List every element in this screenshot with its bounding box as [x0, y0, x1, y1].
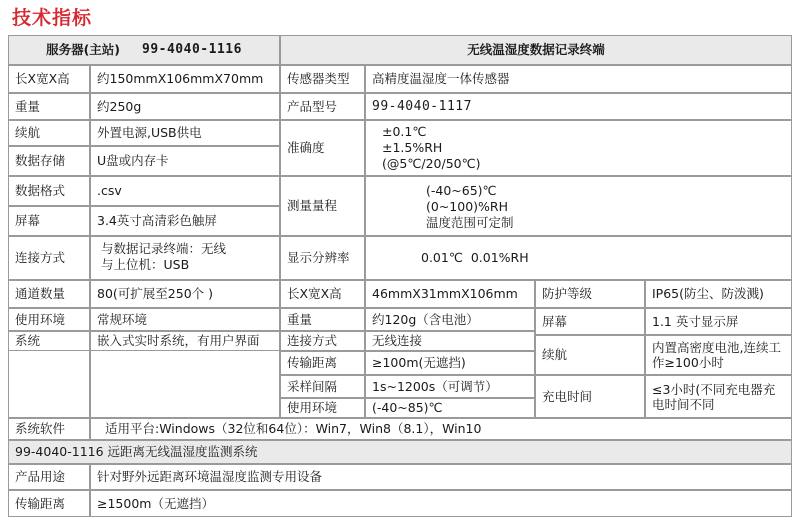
- spec-value: 约250g: [90, 93, 280, 120]
- spec-label: 屏幕: [535, 308, 645, 335]
- spec-value-line: (-40~65)℃: [426, 183, 497, 198]
- spec-label: 续航: [535, 335, 645, 375]
- spec-value: ≥100m(无遮挡): [365, 351, 535, 375]
- spec-label: 充电时间: [535, 375, 645, 418]
- server-header-label: 服务器(主站): [46, 42, 120, 57]
- spec-value-line: ±0.1℃: [382, 124, 427, 139]
- spec-value: 1s~1200s（可调节）: [365, 375, 535, 398]
- spec-value: 99-4040-1117: [365, 93, 792, 120]
- spec-label: 屏幕: [8, 206, 90, 236]
- spec-label: 传输距离: [280, 351, 365, 375]
- spec-label: 通道数量: [8, 280, 90, 308]
- spec-label: 系统软件: [8, 418, 90, 440]
- spec-label: 系统: [8, 331, 90, 351]
- blank-cell: [90, 351, 280, 418]
- spec-value: 适用平台:Windows（32位和64位）：Win7，Win8（8.1），Win10: [90, 418, 792, 440]
- spec-label: 准确度: [280, 120, 365, 176]
- spec-label: 连接方式: [280, 331, 365, 351]
- page-title: 技术指标: [12, 7, 93, 29]
- spec-value: 针对野外远距离环境温湿度监测专用设备: [90, 464, 792, 490]
- spec-value: 外置电源,USB供电: [90, 120, 280, 146]
- server-header-model: 99-4040-1116: [142, 42, 242, 57]
- spec-label: 传输距离: [8, 490, 90, 517]
- spec-label: 连接方式: [8, 236, 90, 280]
- spec-label: 长X宽X高: [280, 280, 365, 308]
- spec-label: 使用环境: [8, 308, 90, 331]
- spec-value: [90, 236, 280, 280]
- spec-label: 采样间隔: [280, 375, 365, 398]
- spec-label: 数据格式: [8, 176, 90, 206]
- spec-label: 防护等级: [535, 280, 645, 308]
- spec-value: [365, 120, 792, 176]
- spec-label: 测量量程: [280, 176, 365, 236]
- spec-value: [365, 176, 792, 236]
- spec-value-line: 与数据记录终端：无线: [101, 241, 227, 256]
- spec-label: 数据存储: [8, 146, 90, 176]
- spec-value: .csv: [90, 176, 280, 206]
- spec-value: 约150mmX106mmX70mm: [90, 65, 280, 93]
- spec-value: 46mmX31mmX106mm: [365, 280, 535, 308]
- spec-value-line: 与上位机：USB: [101, 257, 190, 272]
- spec-value-line: 温度范围可定制: [426, 215, 514, 230]
- spec-value: U盘或内存卡: [90, 146, 280, 176]
- spec-value: 3.4英寸高清彩色触屏: [90, 206, 280, 236]
- spec-value-line: ±1.5%RH: [382, 140, 443, 155]
- spec-value-line: (0~100)%RH: [426, 199, 509, 214]
- terminal-header: 无线温湿度数据记录终端: [280, 35, 792, 65]
- spec-value: 80(可扩展至250个 ): [90, 280, 280, 308]
- server-header: [8, 35, 280, 65]
- spec-value: ≤3小时(不同充电器充电时间不同: [645, 375, 792, 418]
- spec-label: 产品用途: [8, 464, 90, 490]
- spec-value: 无线连接: [365, 331, 535, 351]
- spec-label: 重量: [280, 308, 365, 331]
- spec-value: 高精度温湿度一体传感器: [365, 65, 792, 93]
- spec-label: 传感器类型: [280, 65, 365, 93]
- spec-label: 续航: [8, 120, 90, 146]
- spec-value: 约120g（含电池）: [365, 308, 535, 331]
- blank-cell: [8, 351, 90, 418]
- spec-value: 0.01℃ 0.01%RH: [365, 236, 792, 280]
- spec-value: 1.1 英寸显示屏: [645, 308, 792, 335]
- spec-value: ≥1500m（无遮挡）: [90, 490, 792, 517]
- spec-value: 嵌入式实时系统，有用户界面: [90, 331, 280, 351]
- spec-label: 重量: [8, 93, 90, 120]
- spec-label: 显示分辨率: [280, 236, 365, 280]
- spec-label: 使用环境: [280, 398, 365, 418]
- system-header: 99-4040-1116 远距离无线温湿度监测系统: [8, 440, 792, 464]
- spec-value-line: (@5℃/20/50℃): [382, 156, 481, 171]
- spec-value: (-40~85)℃: [365, 398, 535, 418]
- spec-value: IP65(防尘、防泼溅): [645, 280, 792, 308]
- spec-value: 常规环境: [90, 308, 280, 331]
- spec-label: 长X宽X高: [8, 65, 90, 93]
- spec-label: 产品型号: [280, 93, 365, 120]
- spec-value: 内置高密度电池,连续工作≥100小时: [645, 335, 792, 375]
